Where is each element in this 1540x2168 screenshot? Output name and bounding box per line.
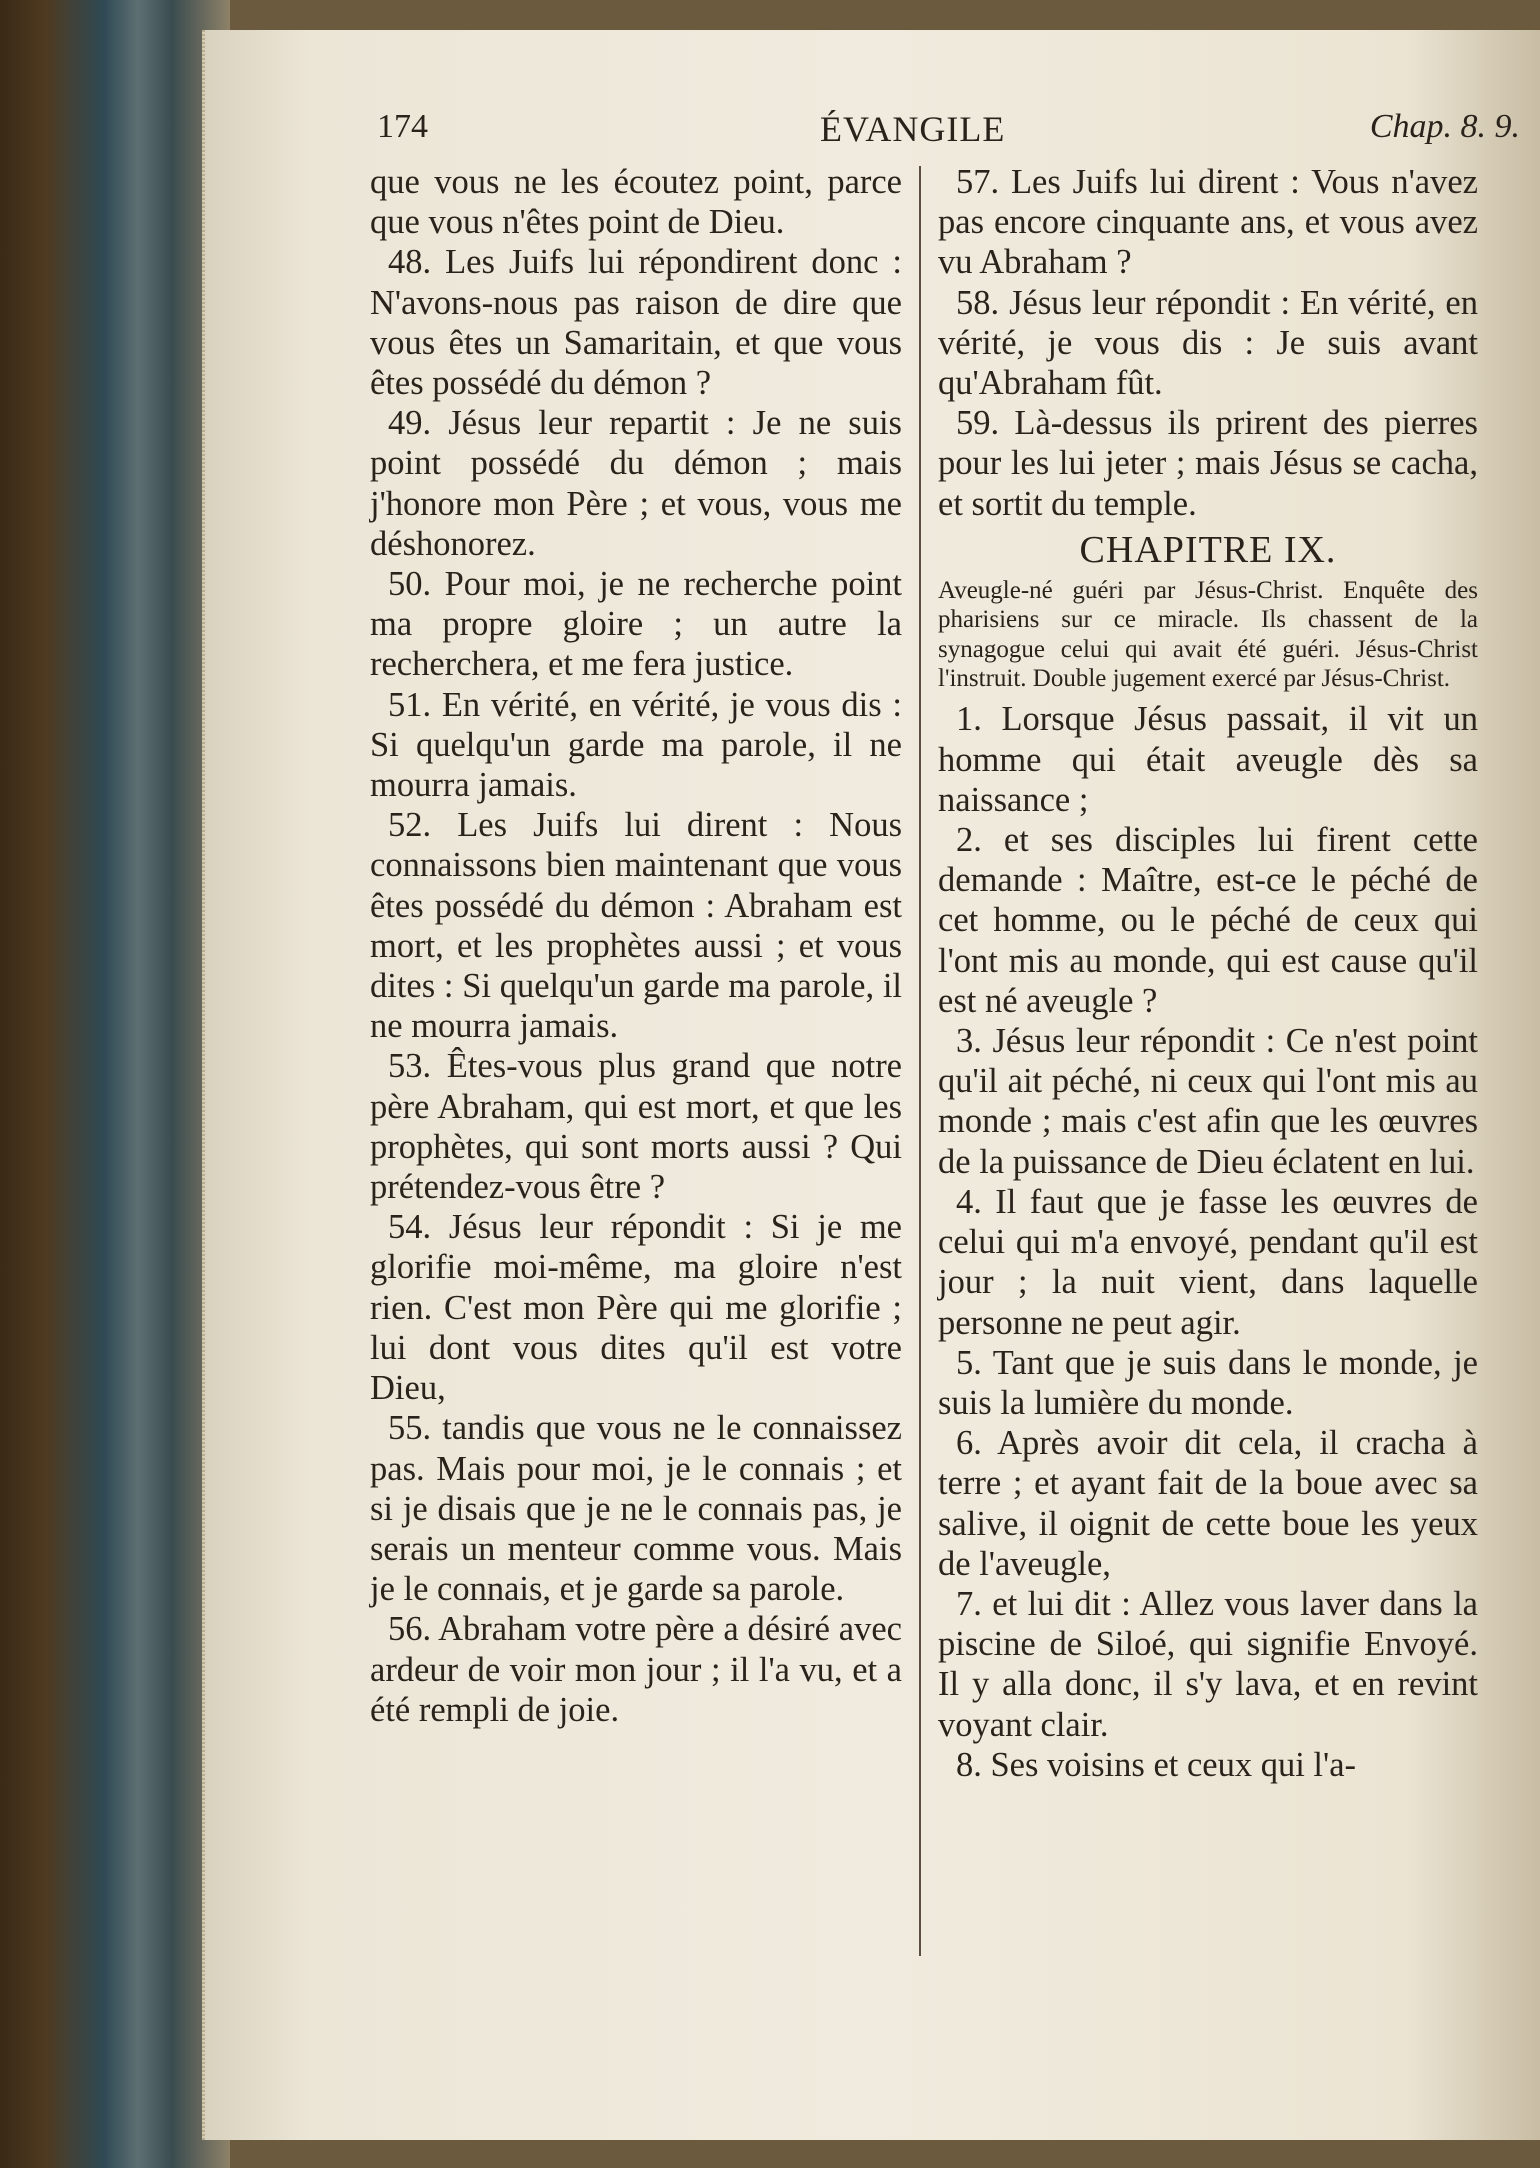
right-column xyxy=(938,162,1478,1785)
verse-paragraph: que vous ne les écoutez point, parce que vous n'êtes point de Dieu. xyxy=(370,163,902,242)
verse-paragraph: 3. Jésus leur répondit : Ce n'est point qu'il ait péché, ni ceux qui l'ont mis au monde ; mais c'est afin que les œuvres de la puissance de Dieu éclatent en lui. xyxy=(938,1022,1478,1181)
verse-paragraph: 54. Jésus leur répondit : Si je me glorifie moi-même, ma gloire n'est rien. C'est mon Père qui me glorifie ; lui dont vous dites qu'il est votre Dieu, xyxy=(370,1208,902,1408)
verse-paragraph: 1. Lorsque Jésus passait, il vit un homme qui était aveugle dès sa naissance ; xyxy=(938,700,1478,819)
chapter-summary: Aveugle-né guéri par Jésus-Christ. Enquête des pharisiens sur ce miracle. Ils chassent de la synagogue celui qui avait été guéri. Jésus-Christ l'instruit. Double jugement exercé par Jésus-Christ. xyxy=(938,576,1478,693)
verse-paragraph: 57. Les Juifs lui dirent : Vous n'avez pas encore cinquante ans, et vous avez vu Abraham ? xyxy=(938,163,1478,282)
verse-paragraph: 5. Tant que je suis dans le monde, je suis la lumière du monde. xyxy=(938,1343,1478,1422)
running-title: ÉVANGILE xyxy=(820,109,1006,149)
verse-paragraph: 7. et lui dit : Allez vous laver dans la piscine de Siloé, qui signifie Envoyé. Il y alla donc, il s'y lava, et en revint voyant clair. xyxy=(938,1584,1478,1744)
chapter-reference: Chap. 8. 9. xyxy=(1369,108,1520,145)
verse-paragraph: 55. tandis que vous ne le connaissez pas. Mais pour moi, je le connais ; et si je disais que je ne le connais pas, je serais un menteur comme vous. Mais je le connais, et je garde sa parole. xyxy=(370,1409,902,1609)
verse-paragraph: 50. Pour moi, je ne recherche point ma propre gloire ; un autre la recherchera, et me fera justice. xyxy=(370,565,902,684)
verse-paragraph: 8. Ses voisins et ceux qui l'a- xyxy=(956,1745,1357,1784)
page-header xyxy=(205,108,1540,158)
verse-paragraph: 48. Les Juifs lui répondirent donc : N'avons-nous pas raison de dire que vous êtes un Samaritain, et que vous êtes possédé du démon ? xyxy=(370,243,902,403)
verse-paragraph: 2. et ses disciples lui firent cette demande : Maître, est-ce le péché de cet homme, ou le péché de ceux qui l'ont mis au monde, qui est cause qu'il est né aveugle ? xyxy=(938,821,1478,1020)
verse-paragraph: 53. Êtes-vous plus grand que notre père Abraham, qui est mort, et que les prophètes, qui sont morts aussi ? Qui prétendez-vous être ? xyxy=(370,1047,902,1207)
verse-paragraph: 56. Abraham votre père a désiré avec ardeur de voir mon jour ; il l'a vu, et a été rempli de joie. xyxy=(370,1610,902,1729)
verse-paragraph: 52. Les Juifs lui dirent : Nous connaissons bien maintenant que vous êtes possédé du démon : Abraham est mort, et les prophètes aussi ; et vous dites : Si quelqu'un garde ma parole, il ne mourra jamais. xyxy=(370,806,902,1046)
verse-paragraph: 6. Après avoir dit cela, il cracha à terre ; et ayant fait de la boue avec sa salive, il oignit de cette boue les yeux de l'aveugle, xyxy=(938,1424,1478,1583)
book-page xyxy=(205,30,1540,2140)
verse-paragraph: 51. En vérité, en vérité, je vous dis : Si quelqu'un garde ma parole, il ne mourra jamais. xyxy=(370,685,902,805)
left-column xyxy=(370,162,902,1730)
verse-paragraph: 58. Jésus leur répondit : En vérité, en vérité, je vous dis : Je suis avant qu'Abraham fût. xyxy=(938,283,1478,403)
column-divider xyxy=(919,166,921,1956)
verse-paragraph: 49. Jésus leur repartit : Je ne suis point possédé du démon ; mais j'honore mon Père ; et vous, vous me déshonorez. xyxy=(370,404,902,563)
page-number: 174 xyxy=(377,108,428,145)
chapter-title: CHAPITRE IX. xyxy=(1079,528,1337,571)
book-edge xyxy=(0,0,230,2168)
verse-paragraph: 4. Il faut que je fasse les œuvres de celui qui m'a envoyé, pendant qu'il est jour ; la nuit vient, dans laquelle personne ne peut agir. xyxy=(938,1182,1478,1342)
verse-paragraph: 59. Là-dessus ils prirent des pierres pour les lui jeter ; mais Jésus se cacha, et sortit du temple. xyxy=(938,404,1478,523)
